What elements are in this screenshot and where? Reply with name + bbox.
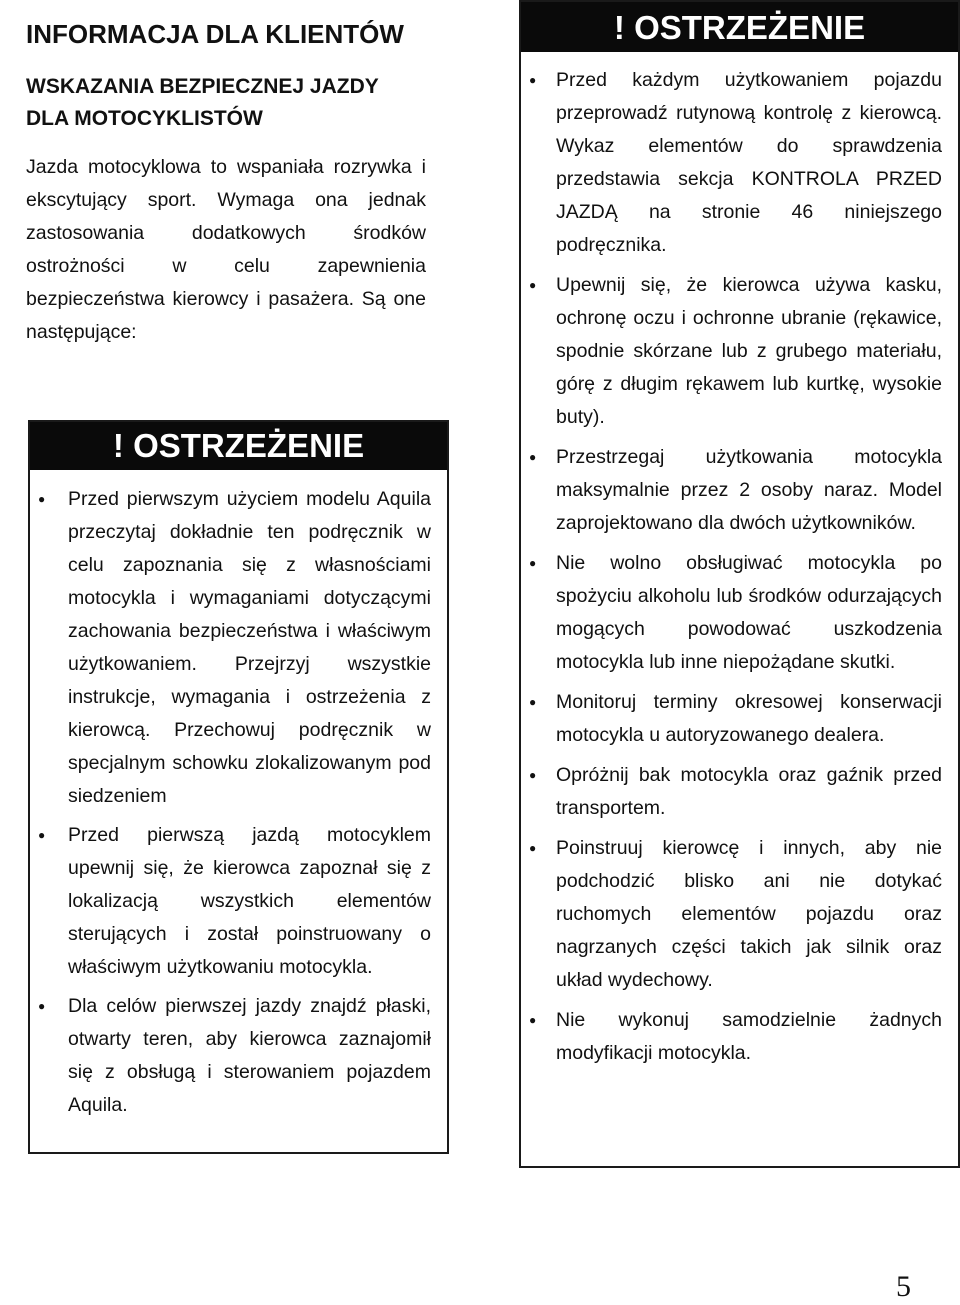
warning-heading: ! OSTRZEŻENIE — [521, 2, 958, 52]
warning-item: ● Przed każdym użytkowaniem pojazdu przeprowadź rutynową kontrolę z kierowcą. Wykaz elementów do sprawdzenia przedstawia sekcja KONTROLA PRZED JAZDĄ na stronie 46 niniejszego podręcznika. — [529, 64, 942, 262]
warning-item: ● Przed pierwszą jazdą motocyklem upewnij się, że kierowca zapoznał się z lokalizacją wszystkich elementów sterujących i został poinstruowany o właściwym użytkowaniu motocykla. — [38, 819, 431, 984]
section-subtitle: WSKAZANIA BEZPIECZNEJ JAZDY DLA MOTOCYKLISTÓW — [26, 75, 379, 130]
bullet-icon: ● — [38, 492, 46, 506]
customer-info-section — [26, 18, 426, 349]
warning-item: ● Opróżnij bak motocykla oraz gaźnik przed transportem. — [529, 759, 942, 825]
warning-heading: ! OSTRZEŻENIE — [30, 422, 447, 470]
bullet-icon: ● — [529, 278, 537, 292]
bullet-icon: ● — [529, 695, 537, 709]
bullet-icon: ● — [529, 450, 537, 464]
warning-item: ● Przestrzegaj użytkowania motocykla maksymalnie przez 2 osoby naraz. Model zaprojektowano dla dwóch użytkowników. — [529, 441, 942, 540]
warning-item: ● Nie wolno obsługiwać motocykla po spożyciu alkoholu lub środków odurzających mogących powodować uszkodzenia motocykla lub inne niepożądane skutki. — [529, 547, 942, 679]
warning-item: ● Przed pierwszym użyciem modelu Aquila przeczytaj dokładnie ten podręcznik w celu zapoznania się z własnościami motocykla i wymaganiami dotyczącymi zachowania bezpieczeństwa i właściwym użytkowaniem. Przejrzyj wszystkie instrukcje, wymagania i ostrzeżenia z kierowcą. Przechowuj podręcznik w specjalnym schowku zlokalizowanym pod siedzeniem — [38, 483, 431, 813]
intro-paragraph: Jazda motocyklowa to wspaniała rozrywka i ekscytujący sport. Wymaga ona jednak zastosowania dodatkowych środków ostrożności w celu zapewnienia bezpieczeństwa kierowcy i pasażera. Są one następujące: — [26, 156, 426, 343]
warning-box-right — [519, 0, 960, 1168]
warning-item: ● Dla celów pierwszej jazdy znajdź płaski, otwarty teren, aby kierowca zaznajomił się z obsługą i sterowaniem pojazdem Aquila. — [38, 990, 431, 1122]
warning-item: ● Upewnij się, że kierowca używa kasku, ochronę oczu i ochronne ubranie (rękawice, spodnie skórzane lub z grubego materiału, górę z długim rękawem lub kurtkę, wysokie buty). — [529, 269, 942, 434]
bullet-icon: ● — [529, 841, 537, 855]
warning-item: ● Poinstruuj kierowcę i innych, aby nie podchodzić blisko ani nie dotykać ruchomych elementów pojazdu oraz nagrzanych części takich jak silnik oraz układ wydechowy. — [529, 832, 942, 997]
bullet-icon: ● — [529, 556, 537, 570]
bullet-icon: ● — [529, 1013, 537, 1027]
warning-item: ● Monitoruj terminy okresowej konserwacji motocykla u autoryzowanego dealera. — [529, 686, 942, 752]
warning-box-left — [28, 420, 449, 1154]
bullet-icon: ● — [38, 999, 46, 1013]
page-title: INFORMACJA DLA KLIENTÓW — [26, 19, 404, 49]
bullet-icon: ● — [38, 828, 46, 842]
page-number: 5 — [896, 1270, 911, 1303]
warning-item: ● Nie wykonuj samodzielnie żadnych modyfikacji motocykla. — [529, 1004, 942, 1070]
bullet-icon: ● — [529, 768, 537, 782]
bullet-icon: ● — [529, 73, 537, 87]
